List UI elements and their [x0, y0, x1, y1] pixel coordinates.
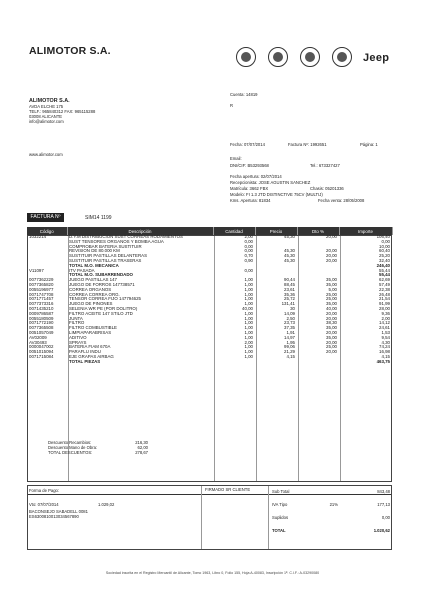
cell-price: 45,30: [284, 249, 295, 254]
table-body: [27, 235, 392, 365]
table-row: [27, 360, 392, 365]
receptionist: Recepcionista: JOSE AGUSTIN SANCHEZ: [230, 180, 311, 185]
cell-qty: 2,00: [244, 235, 253, 239]
cell-qty: [213, 360, 255, 365]
column-header: Dto %: [297, 227, 339, 235]
cell-qty: 1,00: [244, 278, 253, 283]
cell-code: 0009786587: [29, 311, 54, 316]
cell-amount: 106,40: [376, 235, 390, 239]
payment-method: Forma de Pago:: [29, 488, 60, 493]
cell-qty: 1,00: [244, 354, 253, 359]
cell-code: 0071747708: [29, 292, 54, 297]
due-amount: 1.029,02: [98, 502, 115, 507]
cell-desc: TOTAL M.O. MECANICA: [69, 263, 119, 268]
cell-price: 14,09: [284, 311, 295, 316]
client-mark: R: [230, 103, 234, 108]
cell-code: 0051057049: [29, 330, 54, 335]
cell-qty: 1,00: [244, 316, 253, 321]
sale-date: Fecha venta: 28/05/2008: [318, 198, 365, 203]
client-account: Cuenta: 14819: [230, 92, 258, 97]
column-header: Código: [27, 227, 67, 235]
cell-desc: D.Y.M DISTRIBUCION SUST CORREAS RODAMIENTOS: [69, 235, 183, 239]
abarth-logo: [332, 47, 352, 67]
cell-desc: FILTRO: [69, 321, 85, 326]
cell-price: 23,61: [284, 287, 295, 292]
cell-dto: 20,00: [326, 330, 337, 335]
page-number: Página: 1: [360, 142, 378, 147]
cell-desc: JUEGO DE FORROS 147738571: [69, 282, 135, 287]
cell-amount: 246,40: [376, 263, 390, 268]
cell-desc: LIMPIAPARABRISAS: [69, 330, 112, 335]
cell-price: 1,95: [286, 340, 295, 345]
cell-desc: FILTRO COMBUSTIBLE: [69, 326, 117, 331]
issuer-address: [29, 99, 95, 124]
cell-price: [255, 360, 297, 365]
cell-dto: 35,00: [326, 326, 337, 331]
cell-amount: 10,00: [379, 244, 390, 249]
cell-desc: JUEGO PASTILLAS 147: [69, 278, 117, 283]
discount-label: Descuento Mano de Obra:: [48, 445, 98, 450]
cell-code: [27, 360, 67, 365]
cell-desc: TOTAL PIEZAS: [69, 359, 101, 364]
discount-value: 216,30: [135, 440, 148, 445]
cell-dto: 40,00: [326, 306, 337, 311]
factura-series: SIM14 1199: [85, 215, 112, 221]
cell-amount: 25,20: [379, 254, 390, 259]
cell-dto: 20,00: [326, 311, 337, 316]
cell-qty: 1,00: [244, 287, 253, 292]
total-value: 843,48: [377, 489, 390, 494]
cell-dto: 35,00: [326, 278, 337, 283]
cell-price: 14,97: [284, 335, 295, 340]
cell-dto: 20,00: [326, 340, 337, 345]
cell-qty: 1,00: [244, 330, 253, 335]
cell-desc: SUSTITUIR PASTILLAS DELANTERAS: [69, 254, 147, 259]
cell-amount: 2,00: [381, 316, 390, 321]
cell-amount: 9,36: [381, 311, 390, 316]
fiat-logo: [236, 47, 256, 67]
cell-qty: 0,00: [244, 249, 253, 254]
issuer-phone: TELF.: 965840312 FAX: 965115288: [29, 109, 96, 114]
cell-code: AV30493: [29, 340, 47, 345]
cell-amount: 55,44: [379, 268, 390, 273]
cell-dto: 25,00: [326, 345, 337, 350]
issuer-email: info@alimotor.com: [29, 119, 64, 124]
license-plate: Matrícula: 3662 FBX: [230, 186, 269, 191]
cell-dto: 20,00: [326, 254, 337, 259]
cell-desc: TOTAL M.O. SUBARRENDADO: [69, 273, 133, 278]
cell-qty: 1,00: [244, 292, 253, 297]
cell-amount: 28,00: [379, 306, 390, 311]
cell-amount: 74,24: [379, 345, 390, 350]
invoice-lines-table: [27, 227, 393, 365]
client-dni: DNI/CIF: B53293568: [230, 163, 269, 168]
cell-price: 90,44: [284, 278, 295, 283]
total-row: [272, 528, 390, 533]
jeep-logo: Jeep: [363, 52, 390, 64]
cell-code: 0077365508: [29, 326, 54, 331]
cell-desc: COMPROBAR BATERIA SUSTITUIR: [69, 244, 142, 249]
cell-amount: 4,15: [381, 354, 390, 359]
invoice-ref: Factura Nº: 1992651: [288, 142, 327, 147]
alfa-romeo-logo: [268, 47, 288, 67]
bank-line-2: ES6300810013034567890: [29, 514, 79, 519]
opening-date: Fecha apertura: 02/07/2014: [230, 174, 282, 179]
cell-dto: 20,00: [326, 249, 337, 254]
cell-qty: 1,00: [244, 345, 253, 350]
cell-amount: 14,12: [379, 321, 390, 326]
cell-qty: 0,90: [244, 258, 253, 263]
cell-dto: 25,00: [326, 297, 337, 302]
cell-dto: [297, 360, 339, 365]
issuer-name: ALIMOTOR S.A.: [29, 98, 70, 104]
total-pct: [328, 528, 358, 533]
cell-desc: REVISION DE 80.000 KM: [69, 249, 120, 254]
cell-amount: 57,49: [379, 282, 390, 287]
cell-qty: 1,00: [244, 311, 253, 316]
cell-qty: 2,00: [244, 340, 253, 345]
cell-dto: 35,00: [326, 335, 337, 340]
client-tel: Tel.: 673327427: [310, 163, 340, 168]
cell-price: 45,30: [284, 258, 295, 263]
cell-amount: 16,98: [379, 350, 390, 355]
cell-qty: 1,00: [244, 335, 253, 340]
cell-desc: CORREA CORREA ORG.: [69, 292, 120, 297]
client-signature-label: FIRMADO SR CLIENTE: [205, 487, 251, 492]
cell-amount: 60,40: [379, 249, 390, 254]
cell-qty: 0,00: [244, 239, 253, 244]
cell-price: 4,15: [286, 354, 295, 359]
cell-desc: CORREA ORGANOS: [69, 287, 112, 292]
cell-qty: 1,00: [244, 302, 253, 307]
cell-code: 0055196977: [29, 287, 54, 292]
cell-dto: 38,30: [326, 321, 337, 326]
cell-dto: 20,00: [326, 258, 337, 263]
cell-price: 131,41: [281, 302, 295, 307]
legal-notice: Sociedad inscrita en el Registro Mercantil de Alicante, Tomo 1963, Libro 0, Folio 155, Hoja A-40083, Inscripción 1ª. C.I.F.: A-03290080: [105, 571, 320, 575]
cell-price: 25,72: [284, 297, 295, 302]
cell-amount: 1,53: [381, 330, 390, 335]
cell-code: AV02009: [29, 335, 47, 340]
lancia-logo: [300, 47, 320, 67]
cell-amount: 55,44: [379, 273, 390, 278]
due-date: Vto: 07/07/2014: [29, 502, 59, 507]
cell-amount: 26,48: [379, 292, 390, 297]
discount-label: Descuento Recambios:: [48, 440, 92, 445]
total-label: TOTAL: [272, 528, 286, 533]
cell-code: 0071715084: [29, 354, 54, 359]
client-email: Email:: [230, 156, 242, 161]
total-pct: [332, 515, 362, 520]
cell-amount: 0,00: [381, 239, 390, 244]
totals-block: [272, 489, 390, 541]
total-label: IVA Tipo: [272, 502, 288, 507]
cell-desc: BATERIA FIAM 670A: [69, 345, 111, 350]
discount-value: 62,00: [137, 445, 148, 450]
cell-qty: 1,00: [244, 350, 253, 355]
cell-dto: 35,00: [326, 282, 337, 287]
cell-code: 1032214: [29, 235, 47, 239]
cell-amount: 21,54: [379, 297, 390, 302]
cell-price: 35,36: [284, 292, 295, 297]
cell-qty: 40,00: [242, 306, 253, 311]
cell-desc: JUEGO DE PIÑONES: [69, 302, 113, 307]
column-header: Descripción: [67, 227, 213, 235]
cell-amount: 91,99: [379, 302, 390, 307]
cell-code: 0000047002: [29, 345, 54, 350]
invoice-date: Fecha: 07/07/2014: [230, 142, 265, 147]
cell-code: 0077365820: [29, 282, 54, 287]
cell-desc: FILTRO ACEITE 147 STILO JTD: [69, 311, 133, 316]
cell-desc: SELENIA WR PE (POR DOLITRO): [69, 306, 138, 311]
cell-desc: EJE GRAPAS AIRBAG: [69, 354, 114, 359]
discount-summary: [48, 440, 148, 455]
total-pct: 21%: [329, 502, 338, 507]
cell-dto: 25,00: [326, 292, 337, 297]
cell-qty: 0,00: [244, 244, 253, 249]
cell-qty: 0,00: [244, 268, 253, 273]
total-label: Sub Total: [272, 489, 290, 494]
cell-code: 0077362229: [29, 278, 54, 283]
issuer-street: AVDA ELCHE 175: [29, 104, 64, 109]
cell-price: 23,73: [284, 321, 295, 326]
bank-line-1: BACONSEJO SABADELL 0081: [29, 509, 88, 514]
total-value: 1.020,62: [373, 528, 390, 533]
cell-dto: 20,00: [326, 235, 337, 239]
cell-qty: 0,70: [244, 254, 253, 259]
cell-code: 0077373316: [29, 302, 54, 307]
cell-qty: 1,00: [244, 321, 253, 326]
cell-desc: ITV PASADA: [69, 268, 95, 273]
total-row: [272, 489, 390, 494]
issuer-web: www.alimotor.com: [29, 152, 63, 157]
cell-desc: SUSTITUIR PASTILLAS TRASERAS: [69, 258, 142, 263]
cell-qty: 1,00: [244, 297, 253, 302]
cell-dto: 35,00: [326, 302, 337, 307]
factura-label: FACTURA Nº: [27, 213, 64, 222]
cell-desc: SPRAYS: [69, 340, 87, 345]
column-header: Importe: [339, 227, 392, 235]
cell-price: 30: [290, 306, 295, 311]
cell-code: 0071435210: [29, 306, 54, 311]
column-header: Precio: [255, 227, 297, 235]
column-header: Cantidad: [213, 227, 255, 235]
total-row: [272, 502, 390, 507]
cell-amount: 62,69: [379, 278, 390, 283]
cell-code: 0055180509: [29, 316, 54, 321]
cell-price: 99,06: [284, 345, 295, 350]
cell-amount: 24,61: [379, 326, 390, 331]
cell-price: 1,91: [286, 330, 295, 335]
cell-amount: 9,54: [381, 335, 390, 340]
company-name: ALIMOTOR S.A.: [29, 45, 111, 57]
cell-desc: ADITIVO: [69, 335, 87, 340]
vehicle-model: Modelo: FI 1.3 JTD DISTINCTIVE 75CV (MULTIJ): [230, 192, 323, 197]
total-value: 0,00: [381, 515, 390, 520]
cell-desc: JUNTA: [69, 316, 83, 321]
cell-price: 45,30: [284, 254, 295, 259]
issuer-city: 03008 ALICANTE: [29, 114, 63, 119]
opening-km: Kms. Apertura: 81834: [230, 198, 271, 203]
cell-price: 2,50: [286, 316, 295, 321]
cell-code: 0051015094: [29, 350, 54, 355]
cell-amount: 4,30: [381, 340, 390, 345]
cell-qty: 1,00: [244, 326, 253, 331]
cell-price: 37,35: [284, 326, 295, 331]
cell-price: 21,29: [284, 350, 295, 355]
discount-value: 278,67: [135, 450, 148, 455]
cell-code: 0071771457: [29, 297, 54, 302]
cell-code: V11097: [29, 268, 44, 273]
total-label: Suplidos: [272, 515, 289, 520]
cell-amount: 22,38: [379, 287, 390, 292]
cell-code: 0071772190: [29, 321, 54, 326]
cell-amount: 463,75: [376, 359, 390, 364]
total-row: [272, 515, 390, 520]
cell-price: 45,30: [284, 235, 295, 239]
total-pct: [330, 489, 360, 494]
cell-desc: TENSOR CORREA FIJO 147794625: [69, 297, 141, 302]
total-value: 177,13: [377, 502, 390, 507]
chassis: Chasis: 05201336: [310, 186, 344, 191]
table-header-row: [27, 227, 392, 235]
cell-dto: 20,00: [326, 316, 337, 321]
cell-dto: 20,00: [326, 350, 337, 355]
discount-row: [48, 450, 148, 455]
cell-amount: 32,40: [379, 258, 390, 263]
cell-dto: 5,00: [328, 287, 337, 292]
cell-desc: SUST TENSORES ORGANOS Y BOMBA AGUA: [69, 239, 164, 244]
cell-price: 88,45: [284, 282, 295, 287]
discount-label: TOTAL DESCUENTOS:: [48, 450, 93, 455]
cell-desc: PARAFLU INDU: [69, 350, 101, 355]
cell-qty: 1,00: [244, 282, 253, 287]
